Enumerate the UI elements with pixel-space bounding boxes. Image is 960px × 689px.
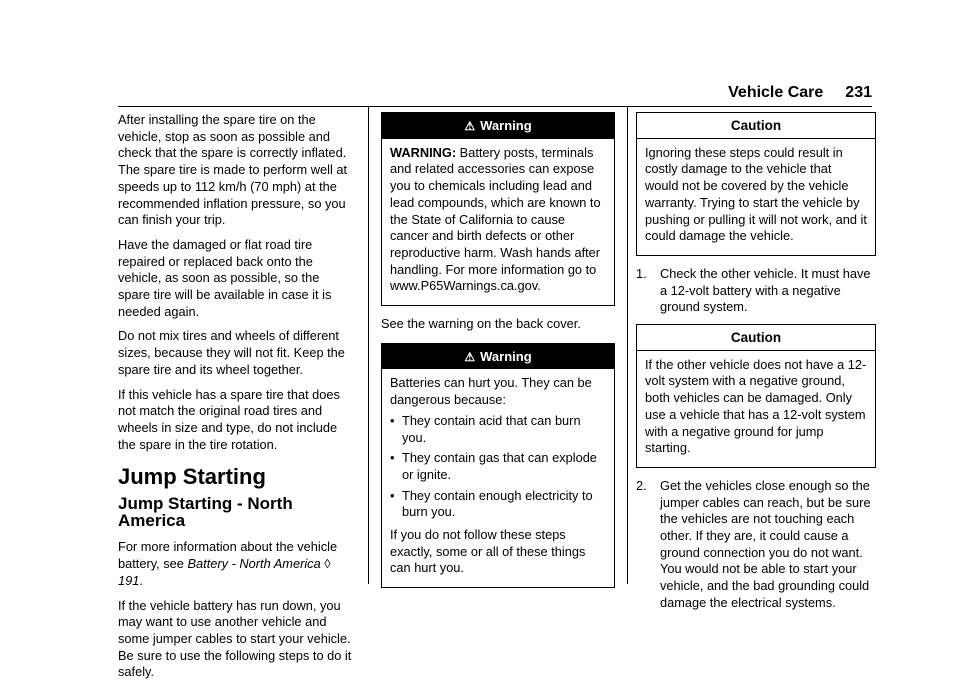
paragraph-spare-inflation: After installing the spare tire on the vehicle, stop as soon as possible and check that the spare is correctly inflated. The spare tire is made to perform well at speeds up to 112 km/h (70 mph) at the recommended inflation pressure, so you can finish your trip.: [118, 112, 348, 228]
bullet-icon: •: [390, 487, 395, 503]
step-number: 2.: [636, 477, 647, 493]
step-number: 1.: [636, 265, 647, 281]
paragraph-back-cover: See the warning on the back cover.: [381, 316, 581, 332]
warning-p65-text: [390, 145, 606, 295]
column-divider-2: [627, 106, 628, 584]
column-1: [118, 112, 354, 689]
paragraph-battery-ref: [118, 539, 354, 589]
warning-title: Warning: [480, 348, 532, 364]
warning-header: [382, 344, 614, 370]
step-text: Get the vehicles close enough so the jumper cables can reach, but be sure the vehicles are not touching each other. If they are, it could cause a ground connection you do not want. You would not be able to start your vehicle, and the bad grounding could damage the electrical systems.: [660, 477, 871, 610]
battery-ref-page[interactable]: 191: [118, 572, 140, 588]
caution-box-warranty: [636, 112, 876, 256]
warning-outro: If you do not follow these steps exactly, some or all of these things can hurt you.: [390, 527, 586, 576]
page-header: [728, 84, 872, 102]
heading-jump-starting-na: Jump Starting - North America: [118, 494, 293, 530]
warning-intro: Batteries can hurt you. They can be dangerous because:: [390, 375, 592, 408]
paragraph-mix-tires: Do not mix tires and wheels of different sizes, because they will not fit. Keep the spare tire and its wheel together.: [118, 328, 345, 377]
list-item: [636, 478, 876, 612]
step-text: Check the other vehicle. It must have a 12-volt battery with a negative ground system.: [660, 265, 871, 315]
battery-ref-period: .: [139, 572, 143, 588]
bullet-text: They contain acid that can burn you.: [402, 412, 581, 445]
warning-body: [382, 369, 614, 587]
steps-list-2: [636, 478, 876, 612]
column-2: [381, 112, 615, 598]
caution-title: Caution: [637, 325, 875, 351]
section-title: Vehicle Care: [728, 84, 824, 101]
list-item: [636, 266, 876, 316]
battery-ref-text: For more information about the vehicle battery, see: [118, 539, 338, 572]
warning-triangle-icon: ⚠: [464, 119, 476, 133]
paragraph-repair-flat: Have the damaged or flat road tire repaired or replaced back onto the vehicle, as soon as possible, so the spare tire will be available in case it is needed again.: [118, 236, 332, 319]
warning-header: [382, 113, 614, 139]
caution-body: [637, 351, 875, 467]
caution-box-12volt: [636, 324, 876, 468]
warning-bullet-list: [390, 413, 606, 521]
warning-lead: WARNING:: [390, 144, 457, 160]
bullet-icon: •: [390, 412, 395, 428]
list-item: [390, 450, 606, 483]
heading-jump-starting: Jump Starting: [118, 464, 266, 490]
bullet-icon: •: [390, 450, 395, 466]
steps-list-1: [636, 266, 876, 316]
page-ref-arrow-icon: ◊: [324, 556, 331, 572]
page-number: 231: [845, 84, 872, 101]
warning-box-p65: [381, 112, 615, 306]
header-rule: [118, 106, 872, 107]
list-item: [390, 488, 606, 521]
caution-text: If the other vehicle does not have a 12-volt system with a negative ground, both vehicles can be damaged. Only use a vehicle that has a 12-volt system with a negative ground for jump starting.: [645, 356, 867, 456]
warning-body: [382, 139, 614, 305]
column-3: [636, 112, 876, 620]
warning-p65-body: Battery posts, terminals and related accessories can expose you to chemicals including lead and lead compounds, which are known to the State of California to cause cancer and birth defects or other reproductive harm. Wash hands after handling. For more information go to www.P65Warnings.ca.gov.: [390, 144, 601, 294]
list-item: [390, 413, 606, 446]
warning-triangle-icon: ⚠: [464, 349, 476, 364]
caution-text: Ignoring these steps could result in costly damage to the vehicle that would not be covered by the vehicle warranty. Trying to start the vehicle by pushing or pulling it will not work, and it could damage the vehicle.: [645, 144, 867, 244]
caution-title: Caution: [637, 113, 875, 139]
column-divider-1: [368, 106, 369, 584]
paragraph-run-down: If the vehicle battery has run down, you may want to use another vehicle and some jumper cables to start your vehicle. Be sure to use the following steps to do it safely.: [118, 597, 352, 680]
bullet-text: They contain enough electricity to burn you.: [402, 487, 593, 520]
battery-ref-link[interactable]: Battery - North America: [187, 556, 321, 572]
caution-body: [637, 139, 875, 255]
paragraph-rotation: If this vehicle has a spare tire that does not match the original road tires and wheels in size and type, do not include the spare in the tire rotation.: [118, 386, 340, 452]
bullet-text: They contain gas that can explode or ignite.: [402, 450, 597, 482]
warning-box-batteries: [381, 343, 615, 588]
warning-title: Warning: [480, 118, 532, 133]
